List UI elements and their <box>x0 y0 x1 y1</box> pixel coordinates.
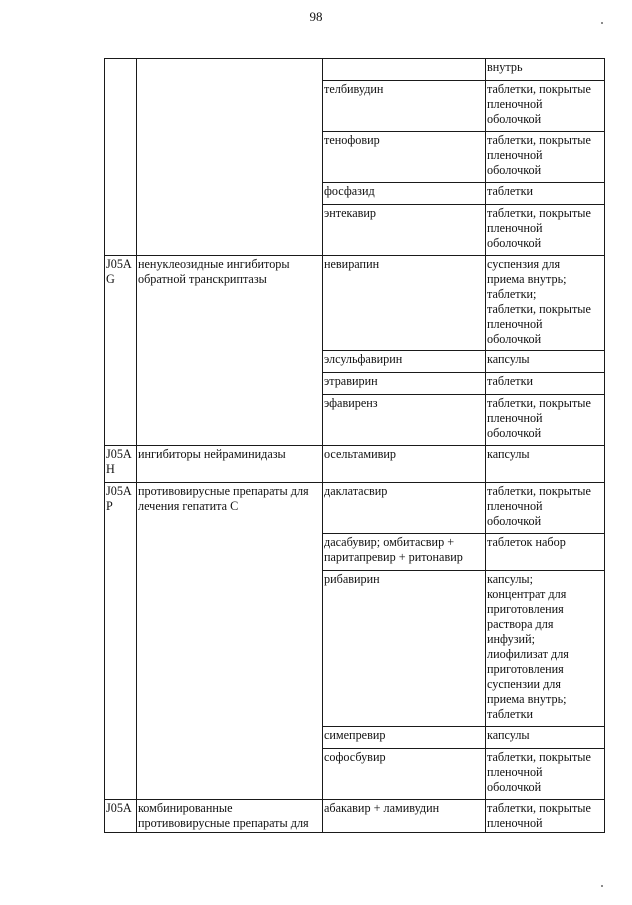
drug-name-cell: осельтамивир <box>323 446 486 483</box>
drug-name-cell: дасабувир; омбитасвир + паритапревир + ритонавир <box>323 534 486 571</box>
drug-name-cell: этравирин <box>323 373 486 395</box>
drug-name-cell: элсульфавирин <box>323 351 486 373</box>
page-number: 98 <box>309 9 323 24</box>
dosage-form-cell: таблетки <box>486 373 605 395</box>
table-row <box>105 800 605 833</box>
table-row <box>105 59 605 81</box>
dosage-form-cell: таблетки, покрытые пленочной оболочкой <box>486 483 605 534</box>
dosage-form-cell: капсулы <box>486 351 605 373</box>
atc-code-cell <box>105 59 137 256</box>
drug-name-cell: абакавир + ламивудин <box>323 800 486 833</box>
drug-name-cell: даклатасвир <box>323 483 486 534</box>
drug-name-cell: телбивудин <box>323 81 486 132</box>
dosage-form-cell: таблетки, покрытые пленочной оболочкой <box>486 205 605 256</box>
scan-speck <box>601 885 603 887</box>
table-row <box>105 483 605 534</box>
drug-name-cell: энтекавир <box>323 205 486 256</box>
drug-name-cell: эфавиренз <box>323 395 486 446</box>
dosage-form-cell: капсулы; концентрат для приготовления раствора для инфузий; лиофилизат для приготовления суспензии для приема внутрь; таблетки <box>486 571 605 727</box>
pharmacologic-group-cell <box>137 59 323 256</box>
pharmacologic-group-cell: противовирусные препараты для лечения гепатита C <box>137 483 323 800</box>
drug-name-cell: тенофовир <box>323 132 486 183</box>
dosage-form-cell: капсулы <box>486 727 605 749</box>
dosage-form-cell: таблетки, покрытые пленочной оболочкой <box>486 132 605 183</box>
scan-speck <box>601 22 603 24</box>
pharmacologic-group-cell: комбинированные противовирусные препараты для <box>137 800 323 833</box>
drug-name-cell: рибавирин <box>323 571 486 727</box>
drug-table <box>104 58 605 833</box>
pharmacologic-group-cell: ингибиторы нейраминидазы <box>137 446 323 483</box>
table-row <box>105 446 605 483</box>
dosage-form-cell: таблетки, покрытые пленочной оболочкой <box>486 81 605 132</box>
atc-code-cell: J05A H <box>105 446 137 483</box>
drug-name-cell: симепревир <box>323 727 486 749</box>
dosage-form-cell: таблетки, покрытые пленочной оболочкой <box>486 395 605 446</box>
dosage-form-cell: таблеток набор <box>486 534 605 571</box>
atc-code-cell: J05A P <box>105 483 137 800</box>
drug-name-cell <box>323 59 486 81</box>
dosage-form-cell: суспензия для приема внутрь; таблетки; таблетки, покрытые пленочной оболочкой <box>486 256 605 351</box>
dosage-form-cell: таблетки, покрытые пленочной <box>486 800 605 833</box>
dosage-form-cell: таблетки, покрытые пленочной оболочкой <box>486 749 605 800</box>
dosage-form-cell: внутрь <box>486 59 605 81</box>
dosage-form-cell: таблетки <box>486 183 605 205</box>
drug-name-cell: фосфазид <box>323 183 486 205</box>
dosage-form-cell: капсулы <box>486 446 605 483</box>
pharmacologic-group-cell: ненуклеозидные ингибиторы обратной транскриптазы <box>137 256 323 446</box>
drug-name-cell: невирапин <box>323 256 486 351</box>
drug-name-cell: софосбувир <box>323 749 486 800</box>
atc-code-cell: J05A <box>105 800 137 833</box>
atc-code-cell: J05A G <box>105 256 137 446</box>
table-row <box>105 256 605 351</box>
